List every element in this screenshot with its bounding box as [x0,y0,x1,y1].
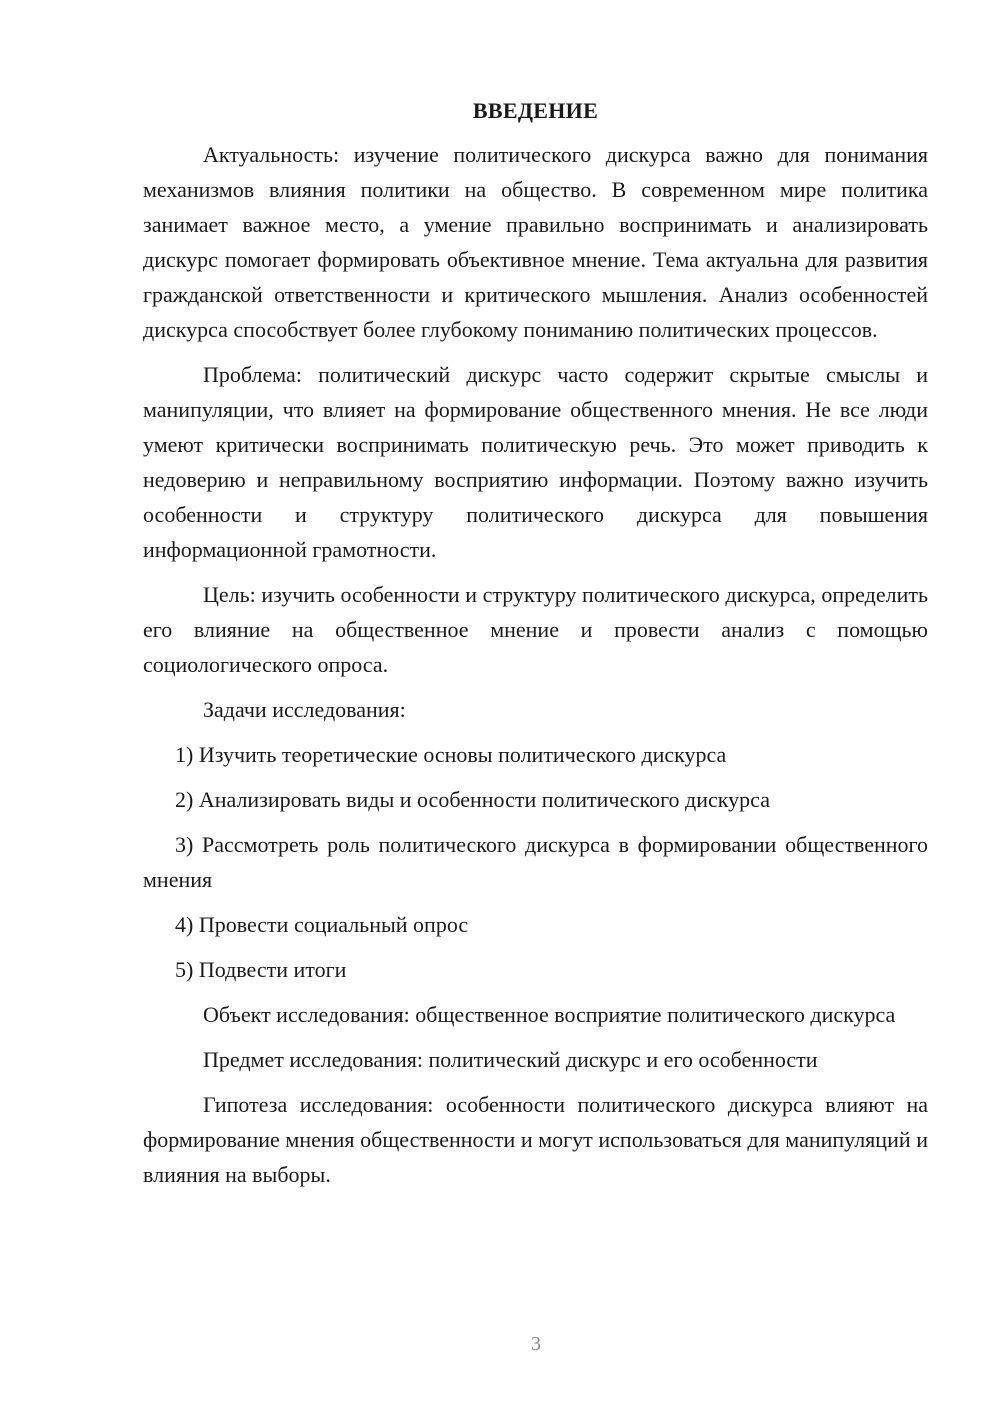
task-item-2: 2) Анализировать виды и особенности политического дискурса [175,787,770,812]
task-item-1: 1) Изучить теоретические основы политического дискурса [175,742,727,767]
relevance-paragraph: Актуальность: изучение политического дискурса важно для понимания механизмов влияния политики на общество. В современном мире политика занимает важное место, а умение правильно воспринимать и анализировать дискурс помогает формировать объективное мнение. Тема актуальна для развития гражданской ответственности и критического мышления. Анализ особенностей дискурса способствует более глубокому пониманию политических процессов. [143,142,928,342]
goal-paragraph: Цель: изучить особенности и структуру политического дискурса, определить его влияние на общественное мнение и провести анализ с помощью социологического опроса. [143,582,928,677]
task-item-3: 3) Рассмотреть роль политического дискурса в формировании общественного мнения [143,832,928,892]
research-subject-paragraph: Предмет исследования: политический дискурс и его особенности [203,1047,818,1072]
hypothesis-paragraph: Гипотеза исследования: особенности политического дискурса влияют на формирование мнения общественности и могут использоваться для манипуляций и влияния на выборы. [143,1092,928,1187]
problem-paragraph: Проблема: политический дискурс часто содержит скрытые смыслы и манипуляции, что влияет на формирование общественного мнения. Не все люди умеют критически воспринимать политическую речь. Это может приводить к недоверию и неправильному восприятию информации. Поэтому важно изучить особенности и структуру политического дискурса для повышения информационной грамотности. [143,362,928,562]
task-item-4: 4) Провести социальный опрос [175,912,469,937]
task-item-5: 5) Подвести итоги [175,957,347,982]
page-number: 3 [531,1333,541,1355]
page-body [143,93,928,1202]
research-object-paragraph: Объект исследования: общественное восприятие политического дискурса [203,1002,896,1027]
section-title: ВВЕДЕНИЕ [472,98,599,123]
tasks-heading: Задачи исследования: [203,697,406,722]
